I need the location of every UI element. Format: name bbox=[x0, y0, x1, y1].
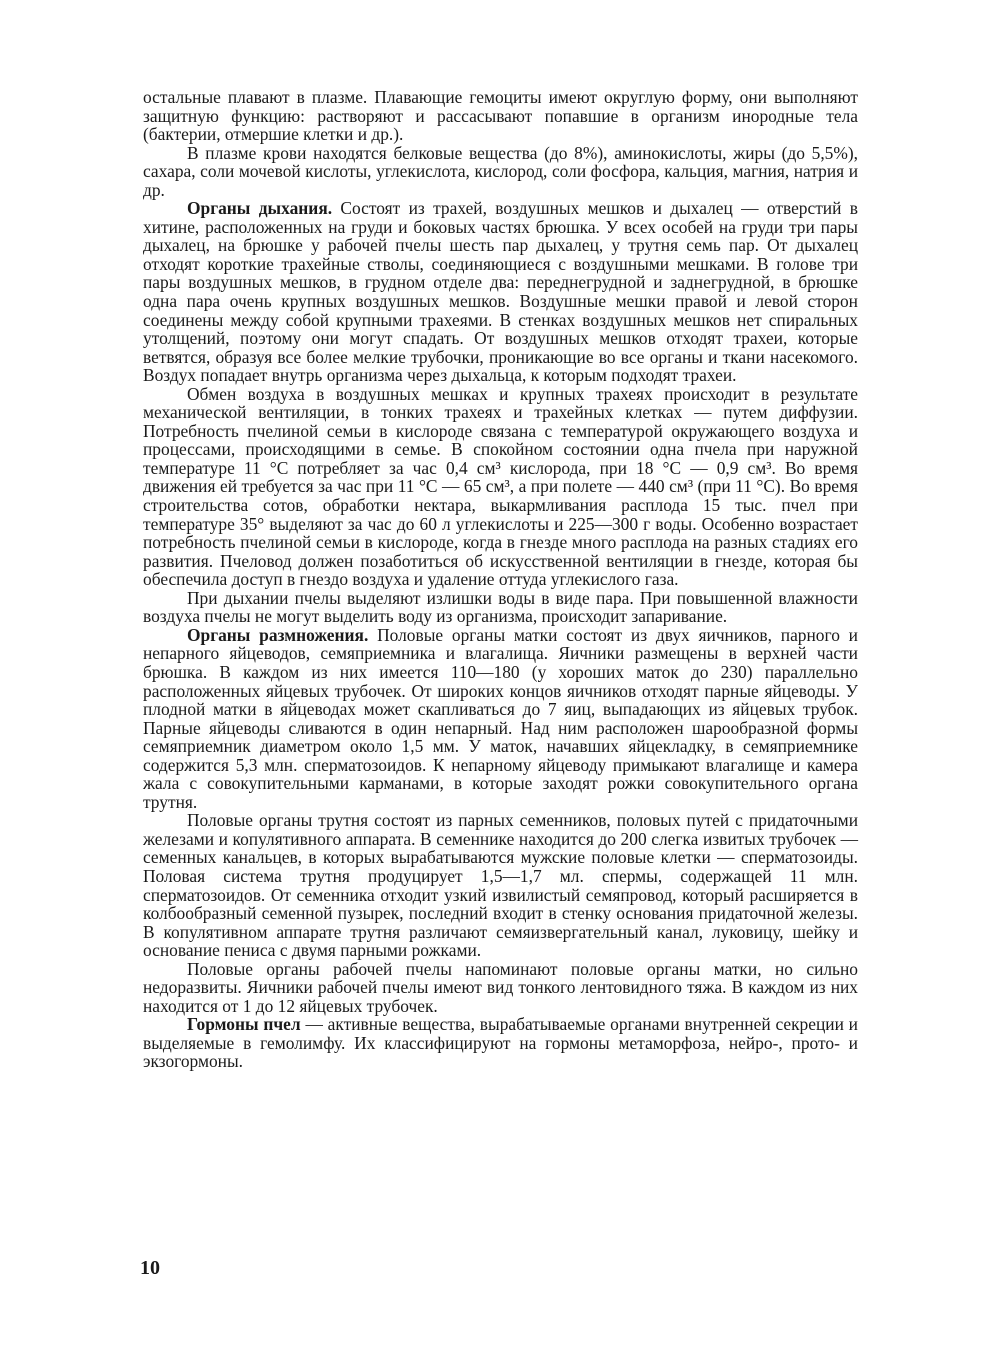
paragraph-text: Половые органы матки состоят из двух яичников, парного и непарного яйцеводов, семяприемника и влагалища. Яичники размещены в верхней части брюшка. В каждом из них имеется 110—180 (у хороших маток до 230) параллельно расположенных яйцевых трубочек. От широких концов яичников отходят парные яйцеводы. У плодной матки в яйцеводах может скапливаться до 7 яиц, выпадающих из яйцевых трубок. Парные яйцеводы сливаются в один непарный. Над ним расположен шарообразной формы семяприемник диаметром около 1,5 мм. У маток, начавших яйцекладку, в семяприемнике содержится 5,3 млн. сперматозоидов. К непарному яйцеводу примыкают влагалище и камера жала с совокупительными карманами, в которые заходят рожки совокупительного органа трутня. bbox=[143, 624, 858, 812]
paragraph-text: Состоят из трахей, воздушных мешков и дыхалец — отверстий в хитине, расположенных на груди и боковых частях брюшка. У всех особей на груди три пары дыхалец, на брюшке у рабочей пчелы шесть пар дыхалец, у трутня семь пар. От дыхалец отходят короткие трахейные стволы, соединяющиеся с воздушными мешками. В голове три пары воздушных мешков, в грудном отделе два: переднегрудной и заднегрудной, в брюшке одна пара очень крупных воздушных мешков. Воздушные мешки правой и левой сторон соединены между собой крупными трахеями. В стенках воздушных мешков нет спиральных утолщений, поэтому они могут спадать. От воздушных мешков отходят трахеи, которые ветвятся, образуя все более мелкие трубочки, проникающие во все органы и ткани насекомого. Воздух попадает внутрь организма через дыхальца, к которым подходят трахеи. bbox=[143, 198, 858, 386]
page-number: 10 bbox=[140, 1257, 160, 1279]
page-body bbox=[143, 88, 858, 1071]
section-heading-hormones: Гормоны пчел bbox=[187, 1014, 301, 1035]
paragraph-text: Половые органы трутня состоят из парных семенников, половых путей с придаточными железами и копулятивного аппарата. В семеннике находится до 200 слегка извитых трубочек — семенных канальцев, в которых вырабатываются мужские половые клетки — сперматозоиды. Половая система трутня продуцирует 1,5—1,7 мл. спермы, содержащей 11 млн. сперматозоидов. От семенника отходит узкий извилистый семяпровод, который расширяется в колбообразный семенной пузырек, последний входит в стенку основания придаточной железы. В копулятивном аппарате трутня различают семяизвергательный канал, луковицу, шейку и основание пениса с двумя парными рожками. bbox=[143, 810, 858, 961]
paragraph-text: При дыхании пчелы выделяют излишки воды в виде пара. При повышенной влажности воздуха пчелы не могут выделить воду из организма, происходит запаривание. bbox=[143, 587, 858, 627]
paragraph-drone-organs bbox=[143, 811, 858, 959]
paragraph-plasma bbox=[143, 144, 858, 200]
section-heading-respiratory: Органы дыхания. bbox=[187, 198, 333, 219]
paragraph-text: Обмен воздуха в воздушных мешках и крупных трахеях происходит в результате механической вентиляции, в тонких трахеях и трахейных клетках — путем диффузии. Потребность пчелиной семьи в кислороде связана с температурой окружающего воздуха и процессами, происходящими в семье. В спокойном состоянии одна пчела при наружной температуре 11 °С потребляет за час 0,4 см³ кислорода, при 18 °С — 0,9 см³. Во время движения ей требуется за час при 11 °С — 65 см³, а при полете — 440 см³ (при 11 °С). Во время строительства сотов, обработки нектара, выкармливания расплода 15 тыс. пчел при температуре 35° выделяют за час до 60 л углекислоты и 225—300 г воды. Особенно возрастает потребность пчелиной семьи в кислороде, когда в гнезде много расплода на разных стадиях его развития. Пчеловод должен позаботиться об искусственной вентиляции в гнезде, которая бы обеспечила доступ в гнездо воздуха и удаление оттуда углекислого газа. bbox=[143, 383, 858, 590]
paragraph-text: — активные вещества, вырабатываемые органами внутренней секреции и выделяемые в гемолимфу. Их классифицируют на гормоны метаморфоза, нейро-, прото- и экзогормоны. bbox=[143, 1014, 858, 1072]
paragraph-text: Половые органы рабочей пчелы напоминают половые органы матки, но сильно недоразвиты. Яичники рабочей пчелы имеют вид тонкого лентовидного тяжа. В каждом из них находится от 1 до 12 яйцевых трубочек. bbox=[143, 958, 858, 1016]
paragraph-text: В плазме крови находятся белковые вещества (до 8%), аминокислоты, жиры (до 5,5%), сахара, соли мочевой кислоты, углекислота, кислород, соли фосфора, кальция, магния, натрия и др. bbox=[143, 142, 858, 200]
paragraph-reproductive-organs bbox=[143, 626, 858, 811]
paragraph-air-exchange bbox=[143, 385, 858, 589]
section-heading-reproductive: Органы размножения. bbox=[187, 624, 369, 645]
paragraph-worker-organs bbox=[143, 960, 858, 1016]
paragraph-respiratory-organs bbox=[143, 199, 858, 384]
paragraph-humidity bbox=[143, 589, 858, 626]
paragraph-hemocytes bbox=[143, 88, 858, 144]
paragraph-hormones bbox=[143, 1015, 858, 1071]
paragraph-text: остальные плавают в плазме. Плавающие гемоциты имеют округлую форму, они выполняют защитную функцию: растворяют и рассасывают попавшие в организм инородные тела (бактерии, отмершие клетки и др.). bbox=[143, 87, 858, 145]
